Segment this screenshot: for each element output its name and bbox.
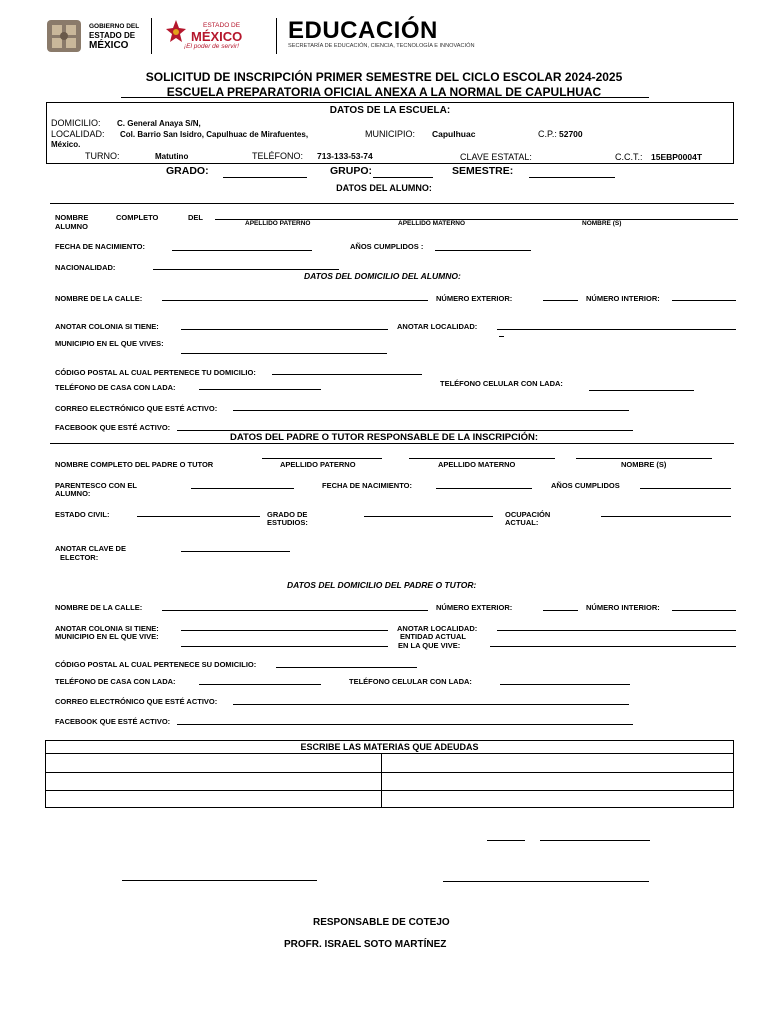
tutor-localidad-field[interactable] [497,630,736,631]
telefono-label: TELÉFONO: [252,151,304,161]
tutor-nombre-label: NOMBRE COMPLETO DEL PADRE O TUTOR [55,460,214,469]
nombre-alumno-label-2: COMPLETO [116,213,159,222]
tutor-num-ext-field[interactable] [543,610,578,611]
localidad-label: LOCALIDAD: [51,129,105,139]
num-ext-field[interactable] [543,300,578,301]
tutor-fecha-nac-label: FECHA DE NACIMIENTO: [322,481,412,490]
materia-cell-2b[interactable] [383,773,733,790]
clave-estatal-label: CLAVE ESTATAL: [460,152,532,162]
tel-casa-label: TELÉFONO DE CASA CON LADA: [55,383,176,392]
tel-casa-field[interactable] [199,389,321,390]
colonia-field[interactable] [181,329,388,330]
tutor-codigo-postal-field[interactable] [276,667,417,668]
tutor-apellido-materno-caption: APELLIDO MATERNO [438,460,516,469]
nombre-alumno-label-1: NOMBRE [55,213,89,222]
localidad-extra-mark [499,336,504,337]
date-line-2[interactable] [540,840,650,841]
fecha-nacimiento-field[interactable] [172,250,312,251]
tutor-facebook-label: FACEBOOK QUE ESTÉ ACTIVO: [55,717,171,726]
anos-cumplidos-field[interactable] [435,250,531,251]
cct-label: C.C.T.: [615,152,643,162]
grado-estudios-label-2: ESTUDIOS: [267,518,308,527]
municipio-value: Capulhuac [432,129,476,139]
apellido-materno-caption: APELLIDO MATERNO [398,220,466,227]
parentesco-label-1: PARENTESCO CON EL [55,481,137,490]
turno-value: Matutino [155,152,189,161]
estado-civil-label: ESTADO CIVIL: [55,510,110,519]
tutor-anos-label: AÑOS CUMPLIDOS [551,481,620,490]
cp-value: 52700 [559,129,583,139]
codigo-postal-label: CÓDIGO POSTAL AL CUAL PERTENECE TU DOMICILIO: [55,368,256,377]
apellido-paterno-caption: APELLIDO PATERNO [245,220,311,227]
nacionalidad-label: NACIONALIDAD: [55,263,116,272]
materia-cell-2a[interactable] [46,773,381,790]
title-underline [121,97,649,98]
tutor-nombres-field[interactable] [576,458,712,459]
fecha-nacimiento-label: FECHA DE NACIMIENTO: [55,242,145,251]
tel-celular-field[interactable] [589,390,694,391]
facebook-label: FACEBOOK QUE ESTÉ ACTIVO: [55,423,171,432]
educacion-logo: EDUCACIÓN [288,17,438,44]
tutor-apellido-materno-field[interactable] [409,458,555,459]
student-data-header: DATOS DEL ALUMNO: [336,183,432,193]
header-divider-2 [276,18,277,54]
materias-table [45,740,734,808]
materias-col-divider [381,753,382,807]
estado-civil-field[interactable] [137,516,260,517]
cp-label: C.P.: [538,129,557,139]
tutor-tel-casa-field[interactable] [199,684,321,685]
domicilio-label: DOMICILIO: [51,118,101,128]
tutor-tel-celular-label: TELÉFONO CELULAR CON LADA: [349,677,472,686]
grupo-field[interactable] [373,177,433,178]
edomex-big: MÉXICO [191,29,243,44]
num-int-field[interactable] [672,300,736,301]
form-title: SOLICITUD DE INSCRIPCIÓN PRIMER SEMESTRE DEL CICLO ESCOLAR 2024-2025 [145,70,623,84]
correo-field[interactable] [233,410,629,411]
tutor-entidad-label-2: EN LA QUE VIVE: [398,641,461,650]
municipio-vives-label: MUNICIPIO EN EL QUE VIVES: [55,339,164,348]
grado-field[interactable] [223,177,307,178]
gob-line1: GOBIERNO DEL [89,23,140,30]
school-data-header: DATOS DE LA ESCUELA: [329,105,451,116]
student-section-divider [50,203,734,204]
tutor-municipio-field[interactable] [181,646,388,647]
edomex-slogan: ¡El poder de servir! [184,43,239,50]
responsable-cotejo: RESPONSABLE DE COTEJO [313,917,450,928]
tutor-fecha-nac-field[interactable] [436,488,532,489]
ocupacion-field[interactable] [601,516,731,517]
telefono-value: 713-133-53-74 [317,151,373,161]
tutor-apellido-paterno-caption: APELLIDO PATERNO [280,460,356,469]
grado-estudios-label-1: GRADO DE [267,510,308,519]
localidad-field[interactable] [497,329,736,330]
nombre-alumno-label-3: DEL [188,213,203,222]
semestre-label: SEMESTRE: [452,165,514,177]
materia-cell-3a[interactable] [46,791,381,807]
tutor-num-int-field[interactable] [672,610,736,611]
clave-elector-field[interactable] [181,551,290,552]
header-divider [151,18,152,54]
tutor-correo-field[interactable] [233,704,629,705]
num-int-label: NÚMERO INTERIOR: [586,294,660,303]
semestre-field[interactable] [529,177,615,178]
parentesco-field[interactable] [191,488,294,489]
localidad-value: Col. Barrio San Isidro, Capulhuac de Mirafuentes, [120,130,309,139]
tutor-address-header: DATOS DEL DOMICILIO DEL PADRE O TUTOR: [287,580,477,590]
nombre-alumno-label-4: ALUMNO [55,222,88,231]
parentesco-label-2: ALUMNO: [55,489,91,498]
colonia-label: ANOTAR COLONIA SI TIENE: [55,322,159,331]
ocupacion-label-1: OCUPACIÓN [505,510,551,519]
municipio-label: MUNICIPIO: [365,129,416,139]
tutor-calle-label: NOMBRE DE LA CALLE: [55,603,143,612]
tutor-apellido-paterno-field[interactable] [262,458,382,459]
tutor-calle-field[interactable] [162,610,428,611]
state-coat-of-arms-icon [44,17,84,55]
num-ext-label: NÚMERO EXTERIOR: [436,294,513,303]
signature-line-left[interactable] [122,880,317,881]
tel-celular-label: TELÉFONO CELULAR CON LADA: [440,379,563,388]
facebook-field[interactable] [177,430,633,431]
materia-cell-1a[interactable] [46,754,381,772]
tutor-anos-field[interactable] [640,488,731,489]
gob-line3: MÉXICO [89,40,129,51]
tutor-tel-casa-label: TELÉFONO DE CASA CON LADA: [55,677,176,686]
materia-cell-1b[interactable] [383,754,733,772]
turno-label: TURNO: [85,151,120,161]
grado-label: GRADO: [166,165,209,177]
date-line-1[interactable] [487,840,525,841]
tutor-localidad-label: ANOTAR LOCALIDAD: [397,624,478,633]
municipio-vives-field[interactable] [181,353,387,354]
codigo-postal-field[interactable] [272,374,422,375]
tutor-entidad-field[interactable] [490,646,736,647]
calle-label: NOMBRE DE LA CALLE: [55,294,143,303]
tutor-num-ext-label: NÚMERO EXTERIOR: [436,603,513,612]
tutor-num-int-label: NÚMERO INTERIOR: [586,603,660,612]
tutor-colonia-label: ANOTAR COLONIA SI TIENE: [55,624,159,633]
grupo-label: GRUPO: [330,165,372,177]
tutor-tel-celular-field[interactable] [500,684,630,685]
edomex-small: ESTADO DE [203,22,241,29]
educacion-subtitle: SECRETARÍA DE EDUCACIÓN, CIENCIA, TECNOLOGÍA E INNOVACIÓN [288,43,475,49]
correo-label: CORREO ELECTRÓNICO QUE ESTÉ ACTIVO: [55,404,218,413]
anos-cumplidos-label: AÑOS CUMPLIDOS : [350,242,424,251]
school-title: ESCUELA PREPARATORIA OFICIAL ANEXA A LA NORMAL DE CAPULHUAC [166,85,602,99]
clave-elector-label-2: ELECTOR: [60,553,99,562]
materia-cell-3b[interactable] [383,791,733,807]
nacionalidad-field[interactable] [153,269,339,270]
tutor-facebook-field[interactable] [177,724,633,725]
tutor-data-header: DATOS DEL PADRE O TUTOR RESPONSABLE DE LA INSCRIPCIÓN: [229,432,539,443]
ocupacion-label-2: ACTUAL: [505,518,539,527]
calle-field[interactable] [162,300,428,301]
nombres-caption: NOMBRE (S) [582,220,622,227]
tutor-nombres-caption: NOMBRE (S) [621,460,667,469]
tutor-section-divider [50,443,734,444]
school-data-box [46,102,734,164]
materias-header: ESCRIBE LAS MATERIAS QUE ADEUDAS [46,741,733,754]
tutor-entidad-label-1: ENTIDAD ACTUAL [400,632,466,641]
tutor-codigo-postal-label: CÓDIGO POSTAL AL CUAL PERTENECE SU DOMICILIO: [55,660,257,669]
gob-line2: ESTADO DE [89,31,136,40]
student-address-header: DATOS DEL DOMICILIO DEL ALUMNO: [304,271,461,281]
tutor-colonia-field[interactable] [181,630,388,631]
signature-line-right[interactable] [443,881,649,882]
domicilio-value: C. General Anaya S/N, [117,119,201,128]
profesor-name: PROFR. ISRAEL SOTO MARTÍNEZ [284,939,447,950]
localidad-value-2: México. [51,140,81,149]
clave-elector-label-1: ANOTAR CLAVE DE [55,544,126,553]
localidad-label: ANOTAR LOCALIDAD: [397,322,478,331]
cct-value: 15EBP0004T [651,152,703,162]
tutor-correo-label: CORREO ELECTRÓNICO QUE ESTÉ ACTIVO: [55,697,218,706]
tutor-municipio-label: MUNICIPIO EN EL QUE VIVE: [55,632,159,641]
grado-estudios-field[interactable] [364,516,493,517]
